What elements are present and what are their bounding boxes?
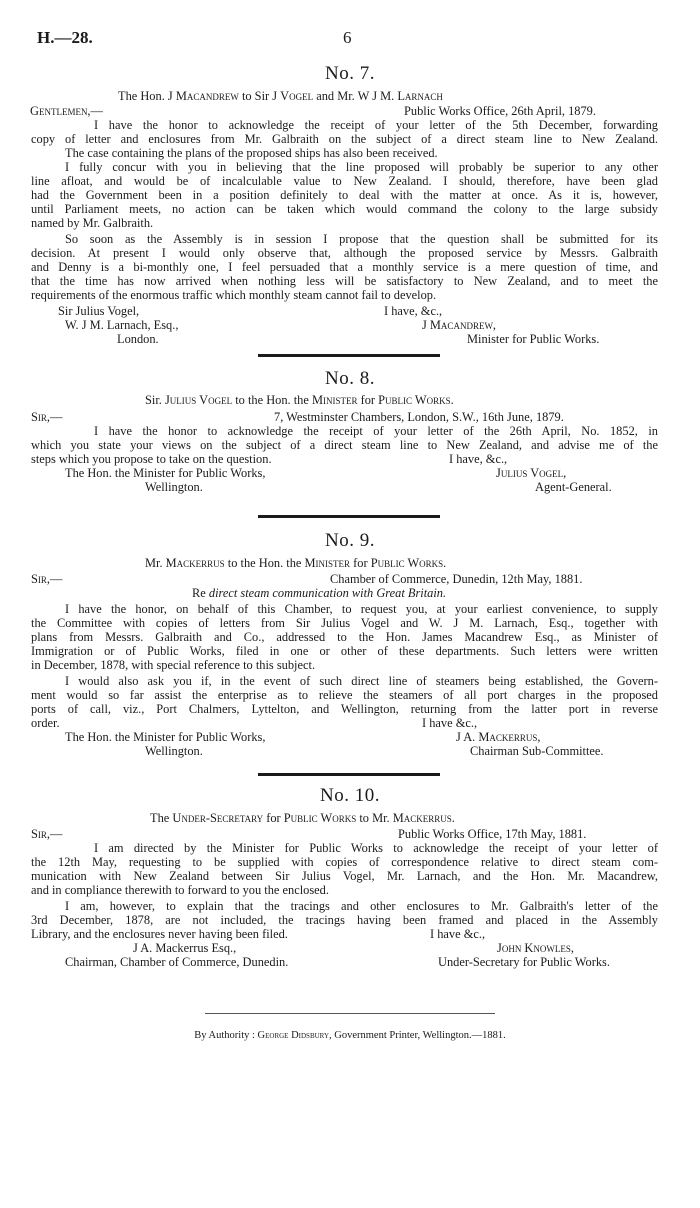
no7-addressee: W. J M. Larnach, Esq.,: [65, 318, 179, 332]
no9-addressee: The Hon. the Minister for Public Works,: [65, 730, 266, 744]
no8-salutation: Sir,—: [31, 410, 63, 424]
no10-body-line: I am, however, to explain that the tracings and other enclosures to Mr. Galbraith's letter of the: [65, 899, 658, 913]
no10-body-line: munication with New Zealand between Sir Julius Vogel, Mr. Larnach, and the Hon. Mr. Macandrew,: [31, 869, 658, 883]
page-number: 6: [343, 28, 352, 47]
no7-signer-title: Minister for Public Works.: [467, 332, 600, 346]
no9-body-line: ment would so far assist the enterprise as to relieve the steamers of all port charges in the proposed: [31, 688, 658, 702]
no7-closing: I have, &c.,: [384, 304, 443, 318]
no10-body-line: the 12th May, requesting to be supplied with copies of correspondence relative to direct steam com-: [31, 855, 658, 869]
no10-addressee: Chairman, Chamber of Commerce, Dunedin.: [65, 955, 289, 969]
no10-signer: John Knowles,: [497, 941, 574, 955]
no9-heading: No. 9.: [325, 530, 375, 551]
no10-salutation: Sir,—: [31, 827, 63, 841]
printer-imprint: By Authority : George Didsbury, Government Printer, Wellington.—1881.: [194, 1030, 506, 1041]
no9-body-line: ports of call, viz., Port Chalmers, Lyttelton, and Wellington, returning from the latter port in reverse: [31, 702, 658, 716]
no7-body-line: line afloat, and would be of incalculable value to New Zealand. I should, therefore, have been glad: [31, 174, 658, 188]
no7-body-line: So soon as the Assembly is in session I propose that the question shall be submitted for its: [65, 232, 658, 246]
no10-heading: No. 10.: [320, 785, 380, 806]
no7-signer: J Macandrew,: [422, 318, 497, 332]
no8-signer-title: Agent-General.: [535, 480, 612, 494]
no8-title: Sir. Julius Vogel to the Hon. the Minister for Public Works.: [145, 393, 454, 407]
no9-body-line: I would also ask you if, in the event of such direct line of steamers being established, the Govern-: [65, 674, 658, 688]
no9-body-line: in December, 1878, with special reference to this subject.: [31, 658, 316, 672]
no8-heading: No. 8.: [325, 368, 375, 389]
no7-body-line: until Parliament meets, no action can be taken which would command the colony to the large subsidy: [31, 202, 658, 216]
no7-place-date: Public Works Office, 26th April, 1879.: [404, 104, 596, 118]
no10-closing: I have &c.,: [430, 927, 486, 941]
no7-body-line: requirements of the enormous traffic which monthly steam cannot fail to develop.: [31, 288, 437, 302]
no9-body-line: the Committee with copies of letters from Sir Julius Vogel and W. J M. Larnach, Esq., together with: [31, 616, 658, 630]
no9-place-date: Chamber of Commerce, Dunedin, 12th May, 1881.: [330, 572, 583, 586]
no7-body-line: The case containing the plans of the proposed ships has also been received.: [65, 146, 438, 160]
no7-body-line: had the Government been in a position definitely to deal with the matter at once. As it is, however,: [31, 188, 658, 202]
no7-body-line: I have the honor to acknowledge the receipt of your letter of the 5th December, forwarding: [94, 118, 658, 132]
no7-body-line: I fully concur with you in believing that the line proposed will probably be superior to any other: [65, 160, 658, 174]
footer-divider: [205, 1013, 495, 1014]
no7-body-line: named by Mr. Galbraith.: [31, 216, 154, 230]
section-divider: [258, 515, 440, 518]
no10-body-line: and in compliance therewith to forward to you the enclosed.: [31, 883, 329, 897]
no7-body-line: and Denny is a bi-monthly one, I feel persuaded that a monthly service is a mere question of time, and: [31, 260, 658, 274]
no7-body-line: that the time has now arrived when nothing less will be satisfactory to New Zealand, and to meet the: [31, 274, 658, 288]
no10-body-line: Library, and the enclosures never having been filed.: [31, 927, 288, 941]
no8-body-line: steps which you propose to take on the question.: [31, 452, 272, 466]
section-divider: [258, 354, 440, 357]
no10-addressee: J A. Mackerrus Esq.,: [133, 941, 237, 955]
no9-title: Mr. Mackerrus to the Hon. the Minister for Public Works.: [145, 556, 447, 570]
no10-title: The Under-Secretary for Public Works to Mr. Mackerrus.: [150, 811, 455, 825]
no9-closing: I have &c.,: [422, 716, 478, 730]
no8-place-date: 7, Westminster Chambers, London, S.W., 16th June, 1879.: [274, 410, 564, 424]
no10-signer-title: Under-Secretary for Public Works.: [438, 955, 610, 969]
no9-body-line: I have the honor, on behalf of this Chamber, to request you, at your earliest convenience, to supply: [65, 602, 658, 616]
section-divider: [258, 773, 440, 776]
no9-body-line: order.: [31, 716, 60, 730]
no9-signer: J A. Mackerrus,: [456, 730, 541, 744]
no7-addressee: Sir Julius Vogel,: [58, 304, 140, 318]
no10-body-line: I am directed by the Minister for Public Works to acknowledge the receipt of your letter of: [94, 841, 658, 855]
no7-addressee: London.: [117, 332, 159, 346]
no9-salutation: Sir,—: [31, 572, 63, 586]
no7-salutation: Gentlemen,—: [30, 104, 103, 118]
no9-body-line: plans from Messrs. Galbraith and Co., addressed to the Hon. James Macandrew Esq., as Minister of: [31, 630, 658, 644]
no8-addressee: Wellington.: [145, 480, 203, 494]
page-identifier: H.—28.: [37, 28, 93, 47]
no7-heading: No. 7.: [325, 63, 375, 84]
no10-place-date: Public Works Office, 17th May, 1881.: [398, 827, 587, 841]
no8-signer: Julius Vogel,: [496, 466, 567, 480]
no8-closing: I have, &c.,: [449, 452, 508, 466]
no7-body-line: copy of letter and enclosures from Mr. Galbraith on the subject of a direct steam line to New Zealand.: [31, 132, 658, 146]
no10-body-line: 3rd December, 1878, are not included, the tracings having been framed and placed in the Assembly: [31, 913, 658, 927]
no8-body-line: I have the honor to acknowledge the receipt of your letter of the 26th April, No. 1852, in: [94, 424, 658, 438]
no9-subject: Re direct steam communication with Great Britain.: [192, 586, 447, 600]
no9-body-line: Immigration or of Public Works, filed in one or other of these departments. Such letters were written: [31, 644, 658, 658]
no9-signer-title: Chairman Sub-Committee.: [470, 744, 604, 758]
no8-body-line: which you state your views on the subject of a direct steam line to New Zealand, and advise me of the: [31, 438, 658, 452]
no7-title: The Hon. J Macandrew to Sir J Vogel and Mr. W J M. Larnach: [118, 89, 443, 103]
no8-addressee: The Hon. the Minister for Public Works,: [65, 466, 266, 480]
no9-addressee: Wellington.: [145, 744, 203, 758]
no7-body-line: decision. At present I would only observe that, although the proposed service by Messrs. Galbraith: [31, 246, 658, 260]
